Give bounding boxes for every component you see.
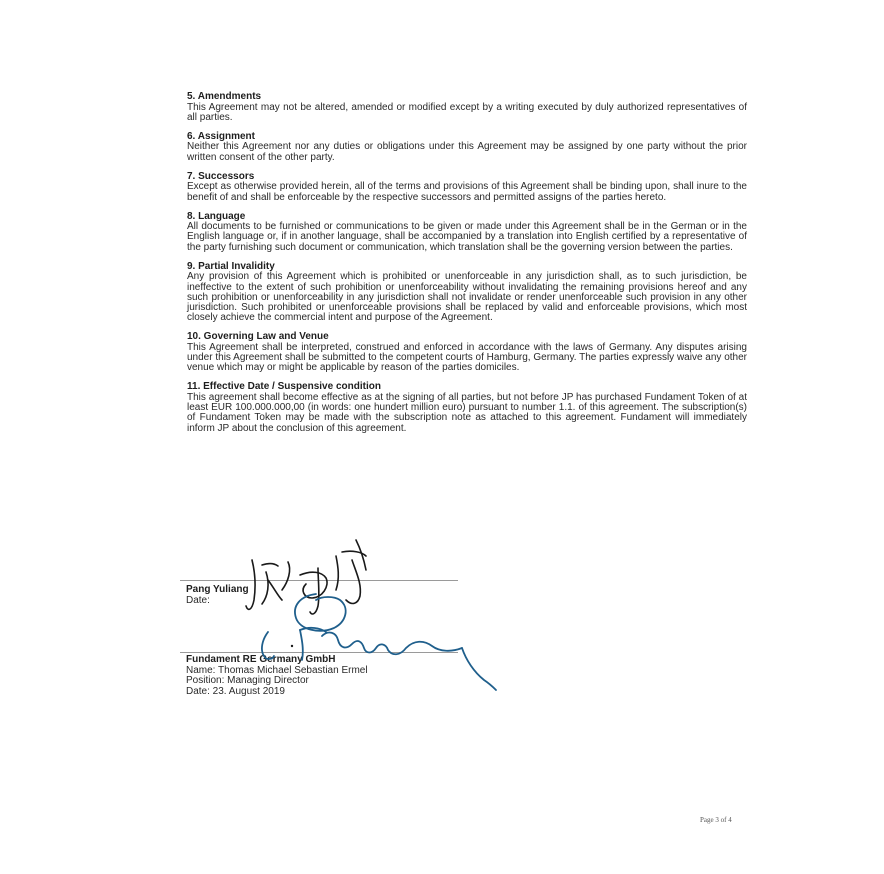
clause-heading: 9. Partial Invalidity: [187, 260, 275, 272]
clause-heading: 8. Language: [187, 210, 246, 222]
clause-partial-invalidity: [187, 262, 747, 324]
signatory-2-name: Name: Thomas Michael Sebastian Ermel: [186, 664, 368, 676]
clause-governing-law: [187, 332, 747, 373]
clause-heading: 7. Successors: [187, 170, 255, 182]
clause-body: Except as otherwise provided herein, all of the terms and provisions of this Agreement shall be binding upon, shall inure to the benefit of and shall be enforceable by the respective successors and permitted assigns of the parties hereto.: [187, 181, 747, 203]
signature-pang-yuliang: [246, 540, 366, 614]
agreement-clauses: [187, 92, 747, 443]
clause-language: [187, 212, 747, 253]
clause-assignment: [187, 132, 747, 163]
clause-body: Neither this Agreement nor any duties or obligations under this Agreement may be assigned by one party without the prior written consent of the other party.: [187, 141, 747, 163]
clause-body: This Agreement may not be altered, amended or modified except by a writing executed by duly authorized representatives of all parties.: [187, 101, 747, 123]
clause-body: This Agreement shall be interpreted, construed and enforced in accordance with the laws of Germany. Any disputes arising under this Agreement shall be submitted to the competent courts of Hamburg, Germany. The parties expressly waive any other venue which may or might be applicable by reason of the parties domiciles.: [187, 341, 747, 374]
signatory-2-date: Date: 23. August 2019: [186, 685, 285, 697]
ink-dot: [291, 645, 293, 647]
signature-line-2: [180, 652, 458, 653]
signatory-1-name: Pang Yuliang: [186, 584, 249, 595]
clause-successors: [187, 172, 747, 203]
clause-heading: 5. Amendments: [187, 91, 262, 102]
signature-thomas-ermel: [262, 594, 496, 690]
clause-amendments: [187, 92, 747, 123]
signatory-2-position: Position: Managing Director: [186, 675, 309, 686]
signature-line-1: [180, 580, 458, 581]
clause-body: This agreement shall become effective as at the signing of all parties, but not before JP has purchased Fundament Token of at least EUR 100.000.000,00 (in words: one hundert million euro) pursuant to number 1.1. of this agreement. The subscription(s) of Fundament Token may be made with the subscription note as attached to this agreement. Fundament will immediately inform JP about the conclusion of this agreement.: [187, 391, 747, 434]
signatory-2-block: [186, 655, 368, 697]
signatory-1-date-label: Date:: [186, 595, 210, 606]
clause-body: All documents to be furnished or communications to be given or made under this Agreement shall be in the German or in the English language or, if in another language, shall be accompanied by a translation into English certified by a representative of the party furnishing such document or communication, which translation shall be the governing version between the parties.: [187, 221, 747, 253]
clause-heading: 10. Governing Law and Venue: [187, 331, 329, 343]
page-number: Page 3 of 4: [700, 816, 732, 824]
signatory-2-company: Fundament RE Germany GmbH: [186, 654, 336, 665]
clause-heading: 6. Assignment: [187, 130, 255, 142]
clause-body: Any provision of this Agreement which is prohibited or unenforceable in any jurisdiction shall, as to such jurisdiction, be ineffective to the extent of such prohibition or unenforceability without invalidating the remaining provisions hereof and any such prohibition or unenforceability in any jurisdiction shall not invalidate or render unenforceable such provision in any other jurisdiction. Such prohibited or unenforceable provisions shall be replaced by valid and enforceable provisions, which most closely achieve the commercial intent and purpose of the Agreement.: [187, 271, 747, 324]
clause-heading: 11. Effective Date / Suspensive condition: [187, 381, 381, 393]
clause-effective-date: [187, 382, 747, 433]
